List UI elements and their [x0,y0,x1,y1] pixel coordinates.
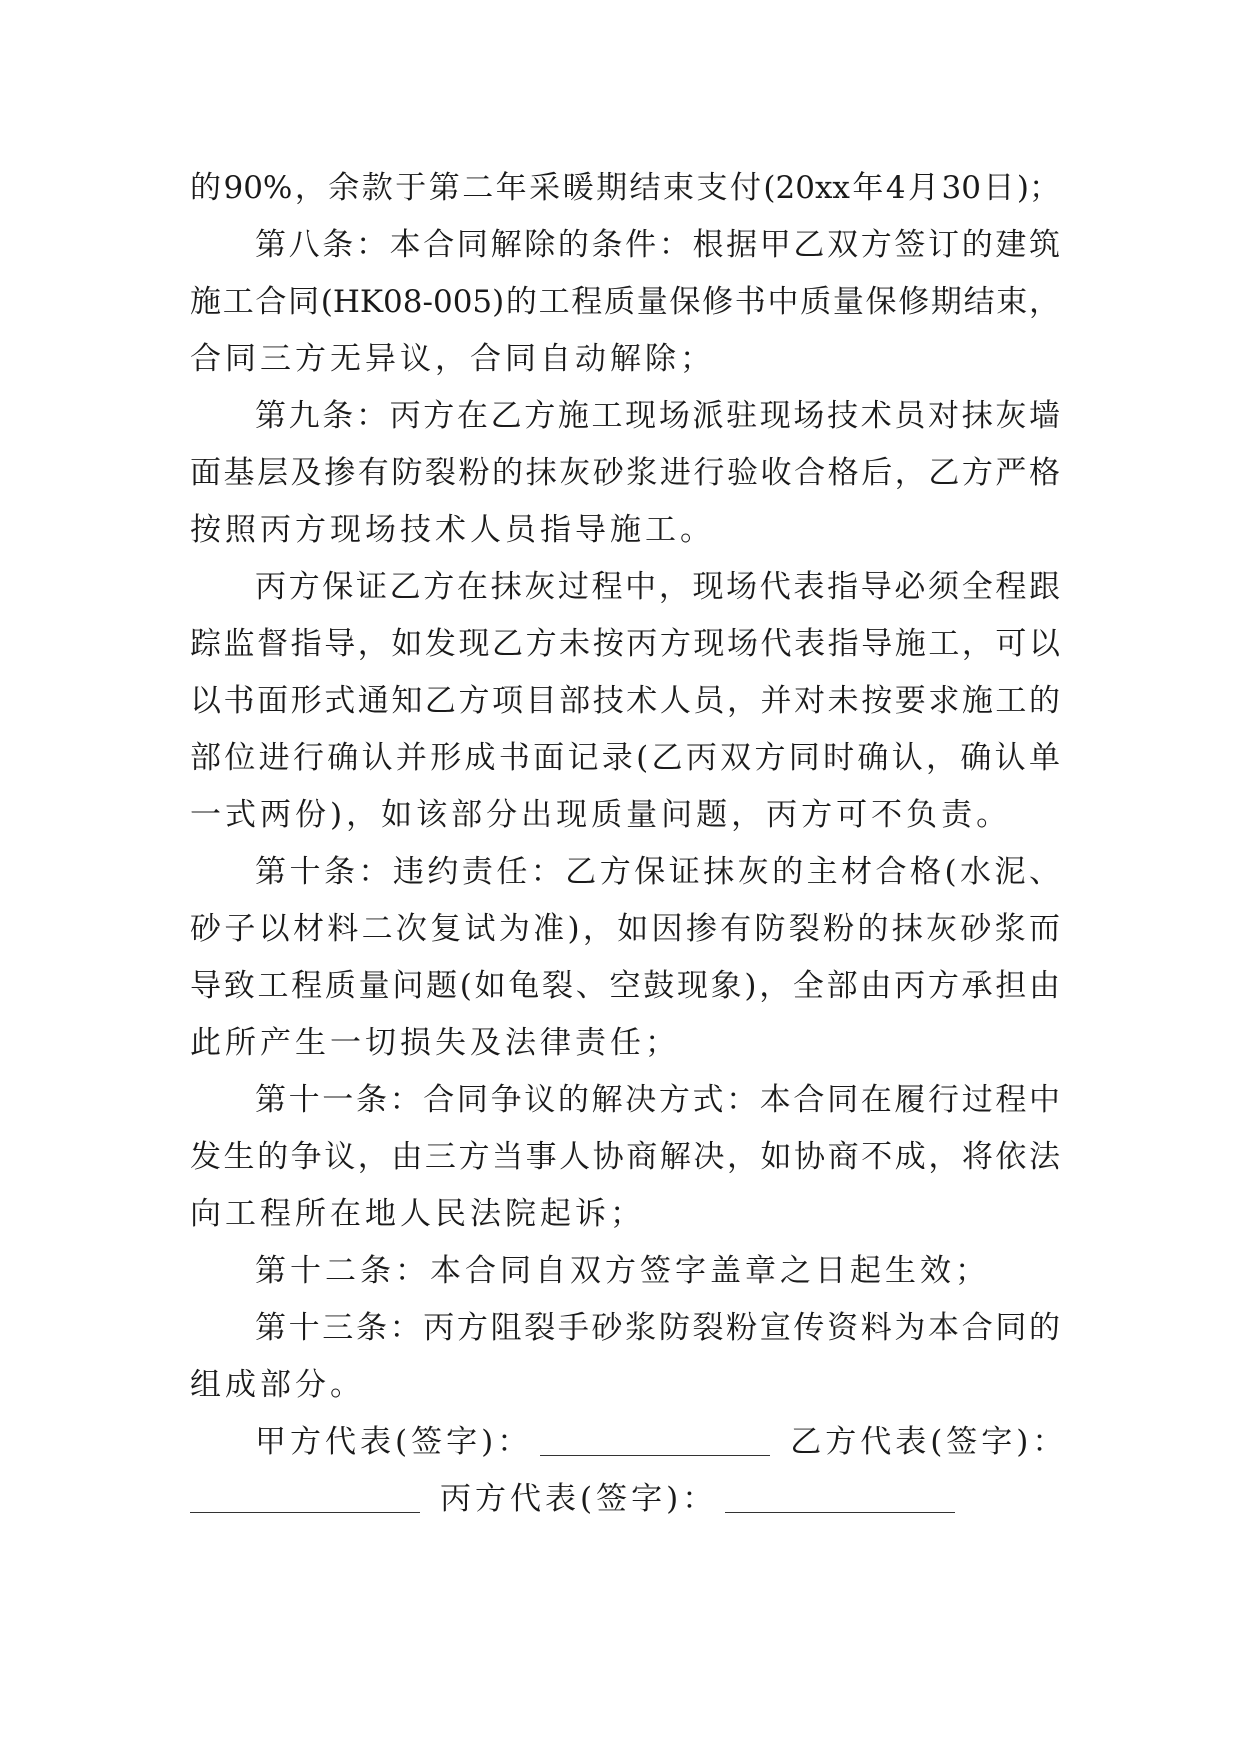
paragraph-line: 丙方保证乙方在抹灰过程中，现场代表指导必须全程跟 [255,569,1060,605]
contract-page [190,160,1068,1528]
text-line: 按照丙方现场技术人员指导施工。 [190,512,715,548]
clause-9-line: 第九条：丙方在乙方施工现场派驻现场技术员对抹灰墙 [255,398,1060,434]
text-line: 面基层及掺有防裂粉的抹灰砂浆进行验收合格后，乙方严格 [190,455,1060,491]
text-line: 的90%，余款于第二年采暖期结束支付(20xx年4月30日)； [190,170,1060,206]
text-line: 向工程所在地人民法院起诉； [190,1196,645,1232]
signature-row-2 [190,1471,1060,1528]
party-b-signature-line[interactable] [190,1482,420,1513]
text-line: 合同三方无异议，合同自动解除； [190,341,715,377]
clause-12-line: 第十二条：本合同自双方签字盖章之日起生效； [255,1253,990,1289]
party-c-signature-label: 丙方代表(签字)： [440,1481,718,1517]
clause-8-line: 第八条：本合同解除的条件：根据甲乙双方签订的建筑 [255,227,1060,263]
text-line: 砂子以材料二次复试为准)，如因掺有防裂粉的抹灰砂浆而 [190,911,1060,947]
text-line: 部位进行确认并形成书面记录(乙丙双方同时确认，确认单 [190,740,1060,776]
party-a-signature-label: 甲方代表(签字)： [255,1424,533,1460]
party-c-signature-line[interactable] [725,1482,955,1513]
clause-10-line: 第十条：违约责任：乙方保证抹灰的主材合格(水泥、 [255,854,1060,890]
text-line: 一式两份)，如该部分出现质量问题，丙方可不负责。 [190,797,1012,833]
text-line: 施工合同(HK08-005)的工程质量保修书中质量保修期结束， [190,284,1060,320]
text-line: 此所产生一切损失及法律责任； [190,1025,680,1061]
text-line: 发生的争议，由三方当事人协商解决，如协商不成，将依法 [190,1139,1060,1175]
clause-11-line: 第十一条：合同争议的解决方式：本合同在履行过程中 [255,1082,1060,1118]
party-b-signature-label: 乙方代表(签字)： [790,1424,1068,1460]
party-a-signature-line[interactable] [540,1425,770,1456]
text-line: 组成部分。 [190,1367,365,1403]
signature-row-1 [190,1414,1068,1471]
clause-13-line: 第十三条：丙方阻裂手砂浆防裂粉宣传资料为本合同的 [255,1310,1060,1346]
text-line: 踪监督指导，如发现乙方未按丙方现场代表指导施工，可以 [190,626,1060,662]
text-line: 导致工程质量问题(如龟裂、空鼓现象)，全部由丙方承担由 [190,968,1060,1004]
text-line: 以书面形式通知乙方项目部技术人员，并对未按要求施工的 [190,683,1060,719]
